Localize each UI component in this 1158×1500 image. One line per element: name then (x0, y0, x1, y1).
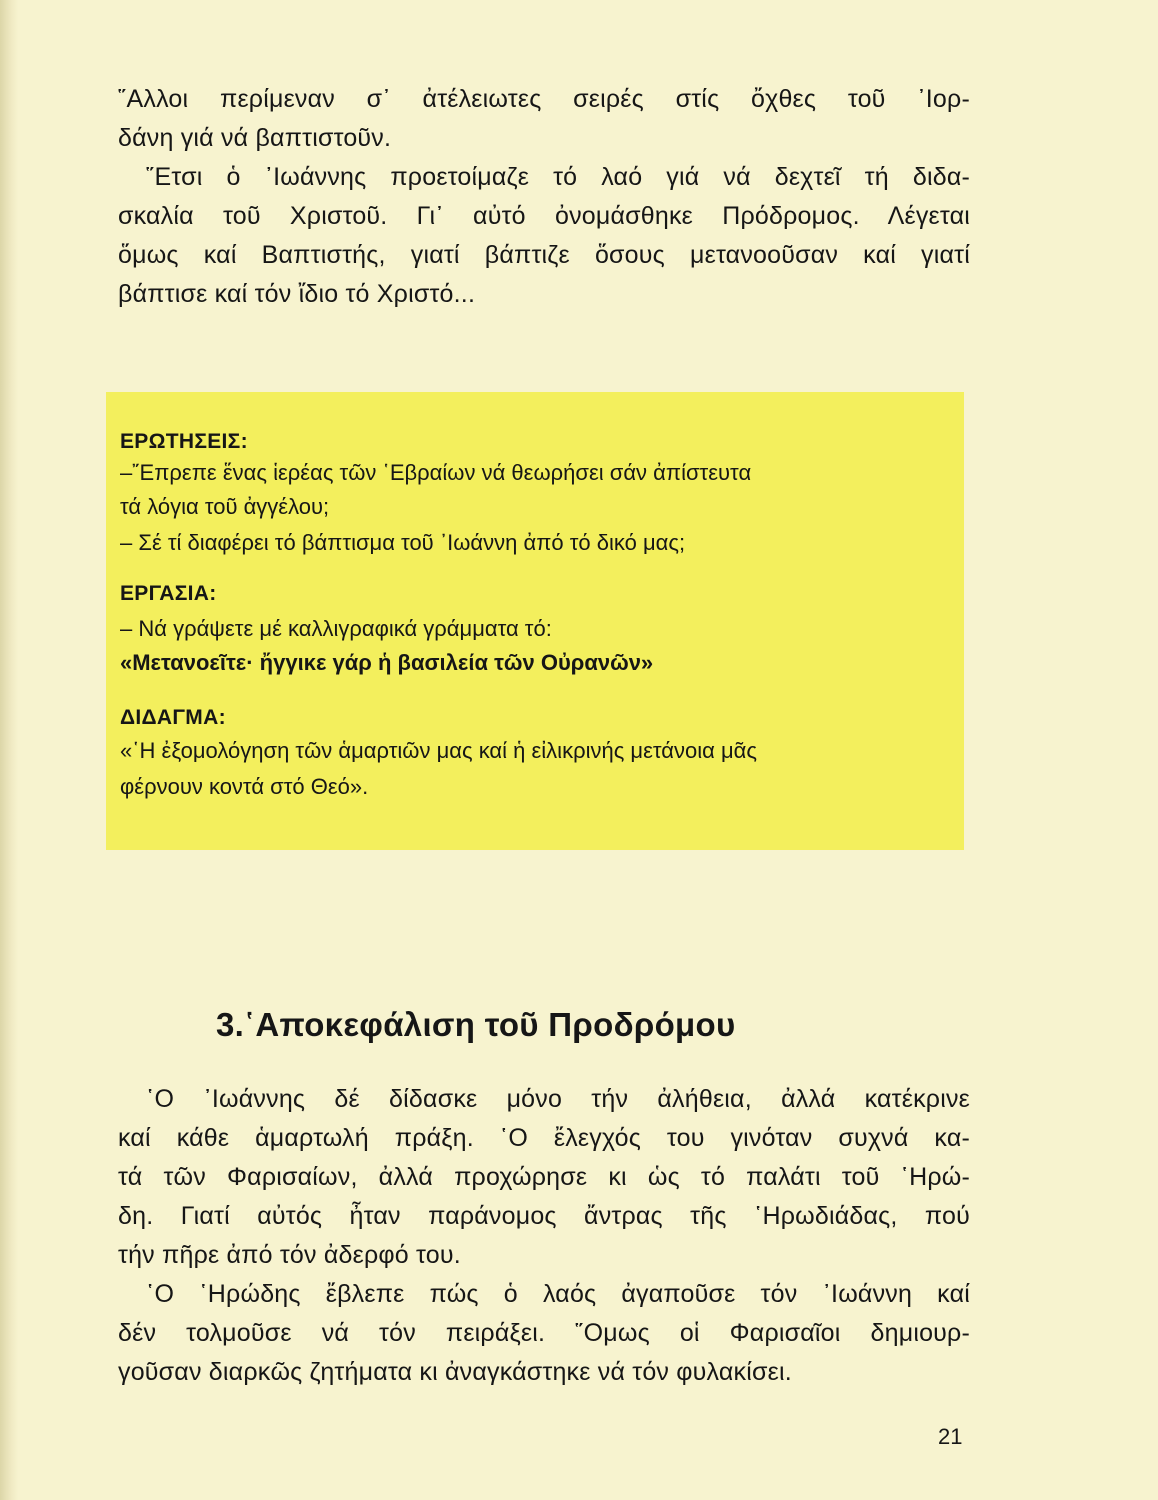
section-title: 3.῾Αποκεφάλιση τοῦ Προδρόμου (216, 1006, 736, 1043)
text-line: δη. Γιατί αὐτός ἦταν παράνομος ἄντρας τῆς ῾Ηρωδιάδας, πού (118, 1202, 970, 1230)
third-paragraph (118, 1080, 970, 1275)
text-line: ῞Ετσι ὁ ᾿Ιωάννης προετοίμαζε τό λαό γιά νά δεχτεῖ τή διδα- (146, 163, 970, 191)
page-number: 21 (938, 1424, 963, 1449)
fourth-paragraph (118, 1275, 970, 1392)
exercise-box (106, 392, 964, 850)
text-line: τήν πῆρε ἀπό τόν ἀδερφό του. (118, 1241, 461, 1269)
page-binding-edge (0, 0, 18, 1500)
text-line: ῞Αλλοι περίμεναν σ᾿ ἀτέλειωτες σειρές στίς ὄχθες τοῦ ᾿Ιορ- (118, 85, 970, 113)
lesson-heading: ΔΙΔΑΓΜΑ: (120, 706, 226, 729)
text-line: ῾Ο ᾿Ιωάννης δέ δίδασκε μόνο τήν ἀλήθεια, ἀλλά κατέκρινε (146, 1085, 970, 1113)
text-line: γοῦσαν διαρκῶς ζητήματα κι ἀναγκάστηκε νά τόν φυλακίσει. (118, 1358, 792, 1386)
text-line: καί κάθε ἁμαρτωλή πράξη. ῾Ο ἔλεγχός του γινόταν συχνά κα- (118, 1124, 970, 1152)
text-line: τά τῶν Φαρισαίων, ἀλλά προχώρησε κι ὡς τό παλάτι τοῦ ῾Ηρώ- (118, 1163, 970, 1191)
text-line: δάνη γιά νά βαπτιστοῦν. (118, 124, 392, 152)
question-line: –῎Επρεπε ἕνας ἱερέας τῶν ῾Εβραίων νά θεωρήσει σάν ἀπίστευτα (120, 460, 752, 485)
question-line: – Σέ τί διαφέρει τό βάπτισμα τοῦ ᾿Ιωάννη ἀπό τό δικό μας; (120, 530, 686, 555)
text-line: σκαλία τοῦ Χριστοῦ. Γι᾿ αὐτό ὀνομάσθηκε Πρόδρομος. Λέγεται (118, 202, 970, 230)
second-paragraph (118, 158, 970, 314)
text-line: ὅμως καί Βαπτιστής, γιατί βάπτιζε ὅσους μετανοοῦσαν καί γιατί (118, 241, 970, 269)
intro-paragraph (118, 80, 970, 158)
work-heading: ΕΡΓΑΣΙΑ: (120, 582, 217, 605)
question-line: τά λόγια τοῦ ἀγγέλου; (120, 494, 330, 519)
lesson-line: φέρνουν κοντά στό Θεό». (120, 774, 369, 799)
text-line: δέν τολμοῦσε νά τόν πειράξει. ῞Ομως οἱ Φαρισαῖοι δημιουρ- (118, 1319, 970, 1347)
work-quote: «Μετανοεῖτε· ἤγγικε γάρ ἡ βασιλεία τῶν Οὐρανῶν» (120, 650, 654, 675)
text-line: βάπτισε καί τόν ἴδιο τό Χριστό... (118, 280, 476, 308)
work-line: – Νά γράψετε μέ καλλιγραφικά γράμματα τό: (120, 616, 552, 641)
questions-heading: ΕΡΩΤΗΣΕΙΣ: (120, 430, 248, 453)
lesson-line: «῾Η ἐξομολόγηση τῶν ἁμαρτιῶν μας καί ἡ εἰλικρινής μετάνοια μᾶς (120, 738, 757, 763)
text-line: ῾Ο ῾Ηρώδης ἔβλεπε πώς ὁ λαός ἀγαποῦσε τόν ᾿Ιωάννη καί (146, 1280, 970, 1308)
